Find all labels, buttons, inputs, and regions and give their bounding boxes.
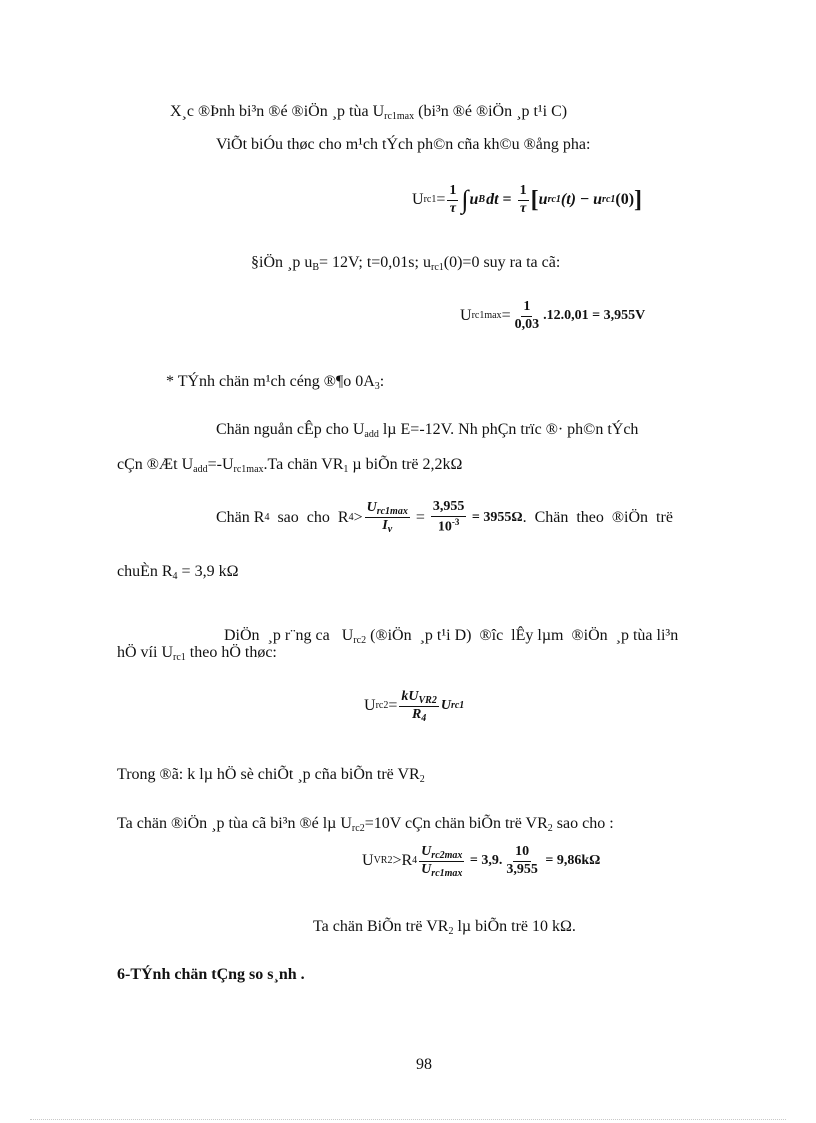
fraction: $\frac{1}{\tau}$ bbox=[449, 183, 457, 216]
line-11: Trong ®ã: k lµ hÖ sè chiÕt ¸p cña biÕn trë $VR_2$ bbox=[117, 766, 425, 785]
line-12: Ta chän ®iÖn ¸p tùa cã bi³n ®é lµ $U_{rc2}=10V$ cÇn chän biÕn trë $VR_2$ sao cho : bbox=[117, 815, 614, 834]
line-2: ViÕt biÓu thøc cho m¹ch tÝch ph©n cña kh©u ®ång pha: bbox=[216, 136, 591, 153]
section-heading: 6-TÝnh chän tÇng so s¸nh . bbox=[117, 966, 305, 983]
fraction: $\frac{1}{\tau}$ bbox=[519, 183, 527, 216]
integral-sign: ∫ bbox=[461, 185, 469, 215]
fraction: $\frac{1}{0,03}$ bbox=[514, 299, 540, 332]
line-8: chuÈn $R_4 = 3,9$ kΩ bbox=[117, 563, 239, 582]
page-number: 98 bbox=[416, 1056, 432, 1073]
line-10: hÖ víi $U_{rc1}$ theo hÖ thøc: bbox=[117, 644, 277, 663]
line-3: §iÖn ¸p $u_B= 12V$; t=0,01s; $u_{rc1}(0)=0$ suy ra ta cã: bbox=[251, 254, 561, 273]
fraction: $\frac{U_{rc1max}}{I_v}$ bbox=[366, 500, 408, 536]
fraction: $\frac{3,955}{10^{-3}}$ bbox=[432, 499, 465, 535]
line-7: Chän R 4 sao cho R 4 > $\frac{U_{rc1max}}{I_v}$ = $\frac{3,955}{10^{-3}}$ = 3955Ω . Chän theo ®iÖn trë bbox=[216, 499, 673, 536]
equation-urc2: U rc2 = $\frac{kU_{VR2}}{R_4}$ U rc1 bbox=[364, 689, 465, 724]
line-13: Ta chän BiÕn trë $VR_2$ lµ biÕn trë 10 kΩ. bbox=[313, 918, 576, 937]
fraction: $\frac{kU_{VR2}}{R_4}$ bbox=[401, 689, 437, 724]
equation-urc1-integral: U rc1 = $\frac{1}{\tau}$ ∫ u B dt = $\frac{1}{\tau}$ [ u rc1 (t) − u rc1 (0) ] bbox=[412, 183, 643, 216]
fraction: $\frac{U_{rc2max}}{U_{rc1max}}$ bbox=[421, 844, 463, 879]
line-6: cÇn ®Æt $U_{add}=-U_{rc1max}.Ta$ chän $VR_1$ µ biÕn trë 2,2kΩ bbox=[117, 456, 463, 475]
line-4: * TÝnh chän m¹ch céng ®¶o $0A_3$: bbox=[166, 373, 385, 392]
fraction: $\frac{10}{3,955}$ bbox=[506, 844, 538, 877]
line-1: X¸c ®Þnh bi³n ®é ®iÖn ¸p tùa $U_{rc1max}$ (bi³n ®é ®iÖn ¸p t¹i C) bbox=[170, 103, 568, 122]
equation-urc1max: U rc1max = $\frac{1}{0,03}$ .12.0,01 = 3,955V bbox=[460, 299, 646, 332]
page-border bbox=[30, 1119, 786, 1120]
line-5: Chän nguån cÊp cho $U_{add}$ lµ E=-12V. Nh phÇn trïc ®· ph©n tÝch bbox=[216, 421, 639, 440]
line-9: DiÖn ¸p r¨ng ca $U_{rc2}$ (®iÖn ¸p t¹i D) ®îc lÊy lµm ®iÖn ¸p tùa li³n bbox=[224, 627, 679, 646]
equation-uvr2: U VR2 >R 4 $\frac{U_{rc2max}}{U_{rc1max}}$ = 3,9. $\frac{10}{3,955}$ = 9,86kΩ bbox=[362, 844, 601, 879]
